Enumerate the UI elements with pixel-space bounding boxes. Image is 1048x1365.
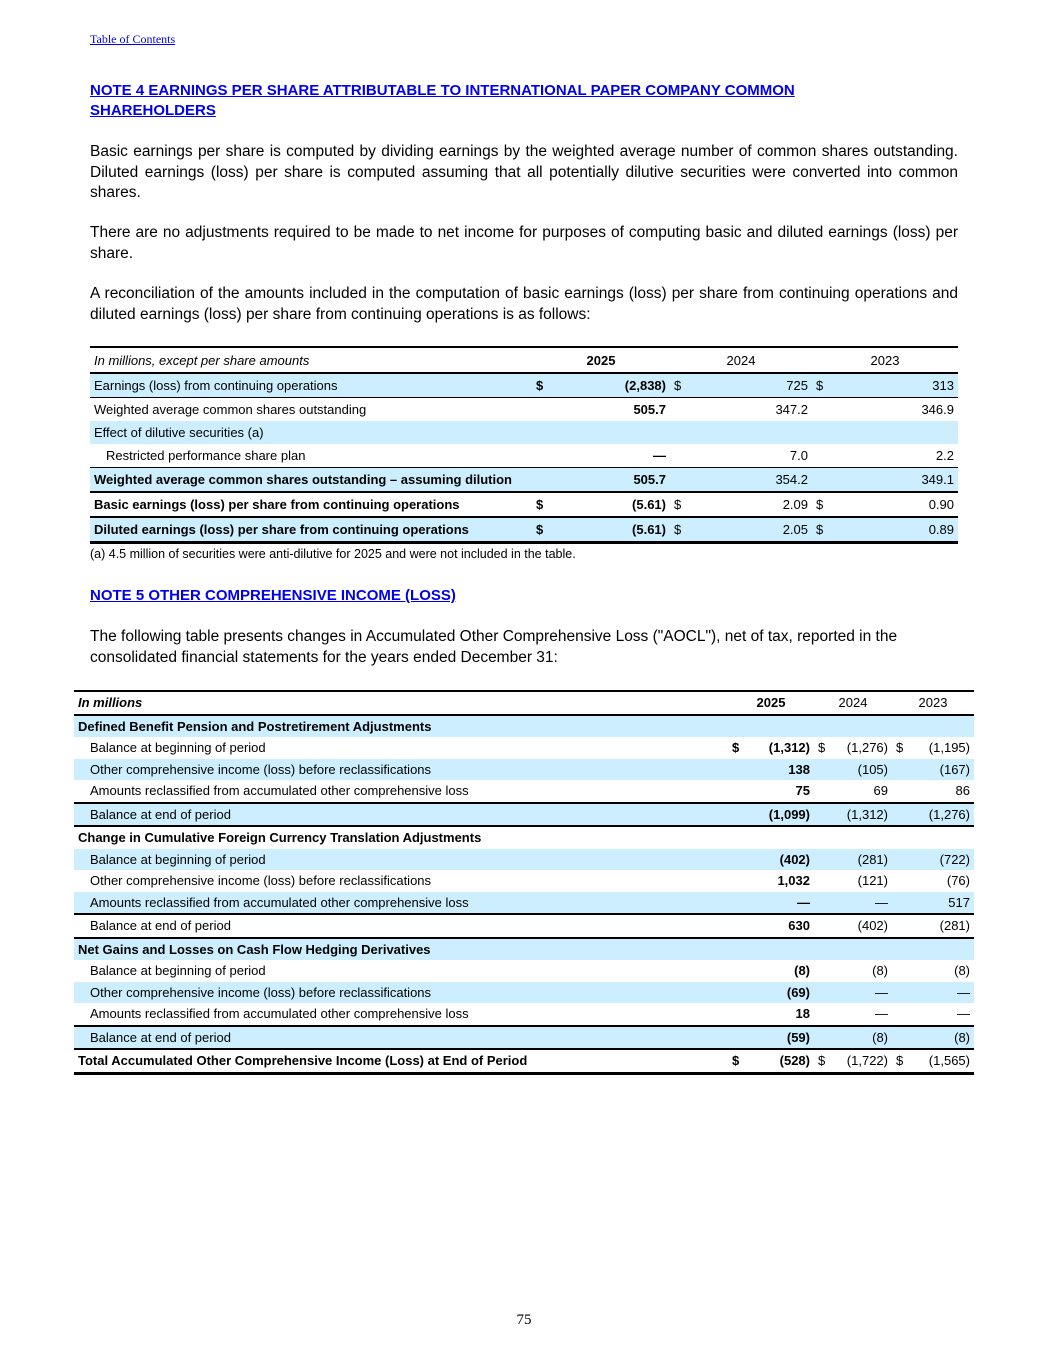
currency-symbol xyxy=(532,444,550,468)
row-label: Diluted earnings (loss) per share from continuing operations xyxy=(90,517,532,543)
note4-title-line2: SHAREHOLDERS xyxy=(90,102,216,119)
value-2023: 313 xyxy=(834,373,958,398)
value-2023: 0.89 xyxy=(834,517,958,543)
section-header-row xyxy=(74,826,974,849)
value-2024: (8) xyxy=(830,1026,892,1050)
value-2025: — xyxy=(550,444,670,468)
value-2025: (69) xyxy=(752,982,814,1004)
currency-symbol xyxy=(670,444,692,468)
header-2023: 2023 xyxy=(892,691,974,715)
value-2023: — xyxy=(908,1003,974,1026)
table-row xyxy=(74,737,974,759)
value-2024: (121) xyxy=(857,873,888,889)
currency-symbol: $ xyxy=(670,492,692,517)
currency-symbol xyxy=(670,468,692,493)
note4-paragraph-2: There are no adjustments required to be made to net income for purposes of computing basic and diluted earnings (loss) per share. xyxy=(90,224,958,262)
header-2024: 2024 xyxy=(670,347,812,373)
value-2023: (1,276) xyxy=(908,803,974,827)
note4-title-line1: NOTE 4 EARNINGS PER SHARE ATTRIBUTABLE TO INTERNATIONAL PAPER COMPANY COMMON xyxy=(90,82,795,99)
value-2025: (8) xyxy=(794,963,810,979)
header-2023: 2023 xyxy=(812,347,958,373)
value-2023: 0.90 xyxy=(834,492,958,517)
row-label: Earnings (loss) from continuing operations xyxy=(90,373,532,398)
row-label: Balance at beginning of period xyxy=(90,963,266,979)
header-label: In millions, except per share amounts xyxy=(90,347,532,373)
currency-symbol xyxy=(812,444,834,468)
header-label: In millions xyxy=(74,691,728,715)
value-2024: (8) xyxy=(872,963,888,979)
page-number: 75 xyxy=(516,1312,532,1328)
currency-symbol: $ xyxy=(812,492,834,517)
currency-symbol xyxy=(532,398,550,422)
value-2025: (1,099) xyxy=(752,803,814,827)
value-2024: — xyxy=(830,892,892,915)
table-header-row xyxy=(74,691,974,715)
value-2023: (8) xyxy=(908,1026,974,1050)
value-2023: — xyxy=(908,982,974,1004)
row-label: Balance at end of period xyxy=(74,1026,728,1050)
value-2025: 505.7 xyxy=(633,402,666,417)
value-2025: 75 xyxy=(752,780,814,803)
value-2023: (722) xyxy=(908,849,974,871)
currency-symbol xyxy=(670,398,692,422)
table-of-contents-link[interactable]: Table of Contents xyxy=(90,32,176,46)
row-label: Amounts reclassified from accumulated other comprehensive loss xyxy=(74,780,728,803)
value-2023: (8) xyxy=(954,963,970,979)
value-2025: 505.7 xyxy=(550,468,670,493)
value-2024: (1,312) xyxy=(830,803,892,827)
table-row xyxy=(74,892,974,915)
table-row xyxy=(90,373,958,398)
note4-title[interactable] xyxy=(90,81,795,121)
value-2023: (76) xyxy=(946,873,970,889)
row-label: Weighted average common shares outstanding – assuming dilution xyxy=(90,468,532,493)
currency-symbol: $ xyxy=(814,1049,830,1073)
row-label: Restricted performance share plan xyxy=(90,444,532,468)
row-label: Balance at beginning of period xyxy=(74,849,728,871)
row-label: Balance at end of period xyxy=(74,803,728,827)
table-row xyxy=(90,421,958,444)
value-2025: (528) xyxy=(752,1049,814,1073)
total-row xyxy=(74,1049,974,1073)
value-2023: (281) xyxy=(908,914,974,938)
currency-symbol: $ xyxy=(670,517,692,543)
value-2024: (281) xyxy=(830,849,892,871)
value-2025: (402) xyxy=(752,849,814,871)
currency-symbol: $ xyxy=(532,517,550,543)
value-2024: (1,722) xyxy=(830,1049,892,1073)
table-row xyxy=(90,517,958,543)
section-header-row xyxy=(74,715,974,738)
section-header-row xyxy=(74,938,974,961)
row-label: Other comprehensive income (loss) before reclassifications xyxy=(90,873,432,889)
eps-reconciliation-table xyxy=(90,346,958,544)
table-row xyxy=(74,960,974,982)
row-label: Other comprehensive income (loss) before reclassifications xyxy=(74,759,728,781)
currency-symbol xyxy=(812,468,834,493)
currency-symbol: $ xyxy=(532,492,550,517)
table-row xyxy=(74,1026,974,1050)
note4-paragraph-3: A reconciliation of the amounts included in the computation of basic earnings (loss) per share from continuing operations and diluted earnings (loss) per share from continuing operations is as follows: xyxy=(90,285,958,323)
currency-symbol: $ xyxy=(732,740,740,756)
value-2024: 69 xyxy=(830,780,892,803)
currency-symbol xyxy=(812,398,834,422)
table-row xyxy=(74,914,974,938)
value-2024: 354.2 xyxy=(692,468,812,493)
currency-symbol: $ xyxy=(818,740,826,756)
row-label: Amounts reclassified from accumulated other comprehensive loss xyxy=(74,892,728,915)
row-label: Other comprehensive income (loss) before reclassifications xyxy=(74,982,728,1004)
section-title: Net Gains and Losses on Cash Flow Hedging Derivatives xyxy=(74,938,728,961)
table-header-row xyxy=(90,347,958,373)
table-row xyxy=(90,398,958,422)
value-2025: 18 xyxy=(752,1003,814,1026)
value-2024: 2.09 xyxy=(692,492,812,517)
row-label: Basic earnings (loss) per share from continuing operations xyxy=(90,492,532,517)
currency-symbol: $ xyxy=(812,517,834,543)
table-row xyxy=(74,1003,974,1026)
row-label: Effect of dilutive securities (a) xyxy=(90,421,532,444)
header-2024: 2024 xyxy=(814,691,892,715)
table-row xyxy=(74,870,974,892)
value-2023: 86 xyxy=(908,780,974,803)
value-2025: 630 xyxy=(752,914,814,938)
header-2025: 2025 xyxy=(532,347,670,373)
value-2023: 2.2 xyxy=(834,444,958,468)
currency-symbol: $ xyxy=(532,373,550,398)
table-row xyxy=(90,444,958,468)
row-label: Balance at beginning of period xyxy=(90,740,266,756)
value-2024: (105) xyxy=(830,759,892,781)
table-row xyxy=(74,780,974,803)
value-2023: 346.9 xyxy=(921,402,954,417)
value-2025: 1,032 xyxy=(777,873,810,889)
note5-paragraph-1: The following table presents changes in Accumulated Other Comprehensive Loss ("AOCL"), net of tax, reported in the consolidated financial statements for the years ended December 31: xyxy=(90,628,898,666)
value-2024: 2.05 xyxy=(692,517,812,543)
note4-footnote: (a) 4.5 million of securities were anti-dilutive for 2025 and were not included in the table. xyxy=(90,547,576,561)
section-title: Change in Cumulative Foreign Currency Translation Adjustments xyxy=(78,830,482,846)
note4-paragraph-1: Basic earnings per share is computed by dividing earnings by the weighted average number of common shares outstanding. Diluted earnings (loss) per share is computed assuming that all potentially dilutive securities were converted into common shares. xyxy=(90,143,958,201)
value-2024: (402) xyxy=(830,914,892,938)
value-2025: (5.61) xyxy=(550,517,670,543)
value-2023: (1,565) xyxy=(908,1049,974,1073)
currency-symbol: $ xyxy=(812,373,834,398)
currency-symbol: $ xyxy=(670,373,692,398)
value-2025: 138 xyxy=(752,759,814,781)
table-row xyxy=(74,803,974,827)
aocl-table xyxy=(74,690,974,1075)
row-label: Amounts reclassified from accumulated other comprehensive loss xyxy=(74,1003,728,1026)
value-2025: (59) xyxy=(752,1026,814,1050)
row-label: Weighted average common shares outstanding xyxy=(94,402,367,417)
section-title: Defined Benefit Pension and Postretirement Adjustments xyxy=(74,715,728,738)
value-2024: 347.2 xyxy=(775,402,808,417)
value-2025: (5.61) xyxy=(550,492,670,517)
value-2025: (1,312) xyxy=(768,740,810,756)
value-2023: (1,195) xyxy=(928,740,970,756)
note5-title[interactable]: NOTE 5 OTHER COMPREHENSIVE INCOME (LOSS) xyxy=(90,587,456,604)
value-2024: 725 xyxy=(692,373,812,398)
row-label: Total Accumulated Other Comprehensive Income (Loss) at End of Period xyxy=(74,1049,728,1073)
value-2024: (1,276) xyxy=(846,740,888,756)
value-2024: — xyxy=(830,1003,892,1026)
value-2025: (2,838) xyxy=(550,373,670,398)
value-2025: — xyxy=(752,892,814,915)
currency-symbol xyxy=(532,468,550,493)
value-2024: 7.0 xyxy=(692,444,812,468)
table-row xyxy=(90,468,958,493)
value-2024: — xyxy=(830,982,892,1004)
currency-symbol: $ xyxy=(892,1049,908,1073)
value-2023: 349.1 xyxy=(834,468,958,493)
table-row xyxy=(74,849,974,871)
currency-symbol: $ xyxy=(728,1049,752,1073)
value-2023: (167) xyxy=(908,759,974,781)
table-row xyxy=(90,492,958,517)
table-row xyxy=(74,982,974,1004)
row-label: Balance at end of period xyxy=(74,914,728,938)
table-row xyxy=(74,759,974,781)
header-2025: 2025 xyxy=(728,691,814,715)
currency-symbol: $ xyxy=(896,740,904,756)
value-2023: 517 xyxy=(908,892,974,915)
